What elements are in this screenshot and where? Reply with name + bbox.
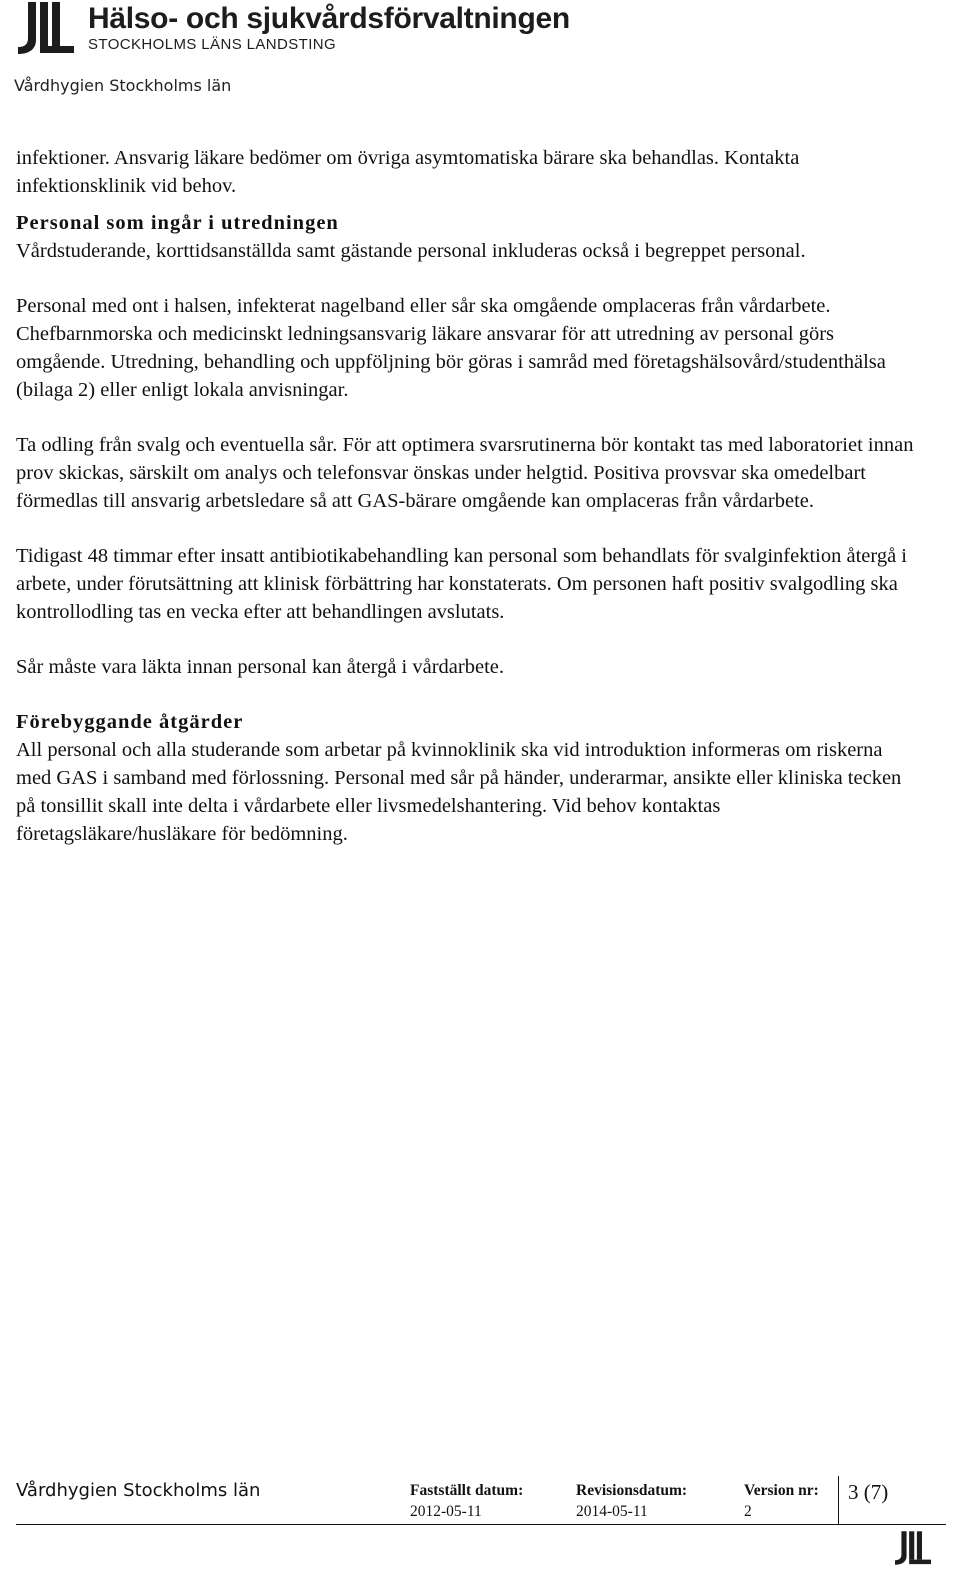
paragraph-return-to-work: Tidigast 48 timmar efter insatt antibiotikabehandling kan personal som behandlats för svalginfektion återgå i arbete, under förutsättning att klinisk förbättring har konstaterats. Om personen haft positiv svalgodling ska kontrollodling tas en vecka efter att behandlingen avslutats. (16, 545, 907, 623)
footer-rule (16, 1524, 946, 1525)
revision-value: 2014-05-11 (576, 1503, 648, 1520)
section-heading-prevention: Förebyggande åtgärder (16, 711, 244, 733)
paragraph-prevention: All personal och alla studerande som arbetar på kvinnoklinik ska vid introduktion informeras om riskerna med GAS i samband med förlossning. Personal med sår på händer, underarmar, ansikte eller kliniska tecken på tonsillit skall inte delta i vårdarbete eller livsmedelshantering. Vid behov kontaktas företagsläkare/husläkare för bedömning. (16, 739, 902, 845)
org-subtitle: STOCKHOLMS LÄNS LANDSTING (88, 36, 337, 53)
sll-small-logo-icon (892, 1530, 934, 1566)
org-name: Hälso- och sjukvårdsförvaltningen (88, 2, 570, 35)
established-label: Fastställt datum: (410, 1482, 524, 1499)
section-heading-personnel: Personal som ingår i utredningen (16, 212, 339, 234)
paragraph-infections: infektioner. Ansvarig läkare bedömer om övriga asymtomatiska bärare ska behandlas. Kontakta infektionsklinik vid behov. (16, 147, 800, 197)
page-number: 3 (7) (848, 1480, 889, 1504)
sll-logo-icon (14, 0, 78, 56)
paragraph-wounds: Sår måste vara läkta innan personal kan återgå i vårdarbete. (16, 656, 504, 678)
footer-revision (576, 1480, 687, 1522)
unit-name: Vårdhygien Stockholms län (14, 76, 232, 95)
page-header (14, 0, 954, 100)
paragraph-personnel-relocation: Personal med ont i halsen, infekterat nagelband eller sår ska omgående omplaceras från vårdarbete. Chefbarnmorska och medicinskt ledningsansvarig läkare ansvarar för att utredning av personal görs omgående. Utredning, behandling och uppföljning bör göras i samråd med företagshälsovård/studenthälsa (bilaga 2) eller enligt lokala anvisningar. (16, 295, 886, 401)
version-label: Version nr: (744, 1482, 819, 1499)
paragraph-personnel-definition: Vårdstuderande, korttidsanställda samt gästande personal inkluderas också i begreppet personal. (16, 240, 806, 262)
footer-version (744, 1480, 819, 1522)
footer-unit: Vårdhygien Stockholms län (16, 1480, 261, 1501)
footer-established (410, 1480, 523, 1522)
established-value: 2012-05-11 (410, 1503, 482, 1520)
revision-label: Revisionsdatum: (576, 1482, 688, 1499)
paragraph-culture: Ta odling från svalg och eventuella sår. För att optimera svarsrutinerna bör kontakt tas med laboratoriet innan prov skickas, särskilt om analys och telefonsvar önskas under helgtid. Positiva provsvar ska omedelbart förmedlas till ansvarig arbetsledare så att GAS-bärare omgående kan omplaceras från vårdarbete. (16, 434, 914, 512)
page-footer (16, 1476, 946, 1584)
footer-divider (838, 1476, 839, 1524)
document-body (16, 144, 916, 848)
version-value: 2 (744, 1503, 752, 1520)
